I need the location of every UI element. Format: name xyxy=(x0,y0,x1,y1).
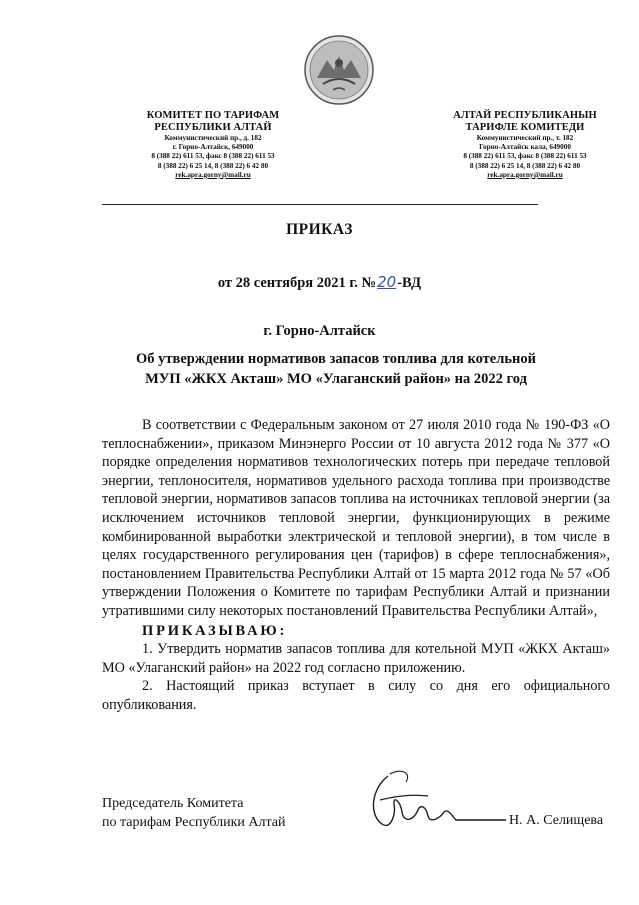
phone-line2: 8 (388 22) 6 25 14, 8 (388 22) 6 42 80 xyxy=(157,161,269,170)
order-date-line xyxy=(0,273,639,292)
header-divider xyxy=(102,204,538,205)
address-line1: Коммунистический пр., д. 182 xyxy=(164,134,262,142)
address-line2: Горно-Алтайск кала, 649000 xyxy=(479,143,571,152)
order-item-1: 1. Утвердить норматив запасов топлива для котельной МУП «ЖКХ Акташ» МО «Улаганский район» на 2022 год согласно приложению. xyxy=(102,641,610,676)
preamble-paragraph: В соответствии с Федеральным законом от 27 июля 2010 года № 190-ФЗ «О теплоснабжении», приказом Минэнерго России от 10 августа 2012 года № 377 «О порядке определения нормативов технологических потерь при передаче тепловой энергии, теплоносителя, нормативов удельного расхода топлива при производстве тепловой энергии, нормативов запасов топлива на источниках тепловой энергии (за исключением источников тепловой энергии, функционирующих в режиме комбинированной выработки электрической и тепловой энергии), в том числе в целях государственного регулирования цен (тарифов) в сфере теплоснабжения», постановлением Правительства Республики Алтай от 15 марта 2012 года № 57 «Об утверждении Положения о Комитете по тарифам Республики Алтай и признании утратившими силу некоторых постановлений Правительства Республики Алтай», xyxy=(102,417,610,619)
republic-altai-emblem-icon xyxy=(303,34,375,106)
email-link[interactable]: rek.apra.gorny@mail.ru xyxy=(487,170,563,179)
org-name-line2: ТАРИФЛЕ КОМИТЕДИ xyxy=(465,122,585,133)
command-word: ПРИКАЗЫВАЮ: xyxy=(142,622,288,639)
org-name-line2: РЕСПУБЛИКИ АЛТАЙ xyxy=(154,122,272,133)
handwritten-signature-icon xyxy=(360,766,510,838)
address-line2: г. Горно-Алтайск, 649000 xyxy=(172,143,254,152)
subject-line1: Об утверждении нормативов запасов топлива для котельной xyxy=(136,351,536,367)
header-left-block xyxy=(108,110,318,180)
city-line: г. Горно-Алтайск xyxy=(263,323,376,339)
order-date-prefix: от 28 сентября 2021 г. № xyxy=(217,275,377,291)
signer-position-line1: Председатель Комитета xyxy=(102,796,244,811)
signer-position-line2: по тарифам Республики Алтай xyxy=(102,815,286,830)
order-item-2: 2. Настоящий приказ вступает в силу со дня его официального опубликования. xyxy=(102,678,610,713)
signer-position xyxy=(102,794,285,832)
header-right-block xyxy=(420,110,630,180)
address-line1: Коммунистический пр., т. 182 xyxy=(476,134,574,142)
phone-line2: 8 (388 22) 6 25 14, 8 (388 22) 6 42 80 xyxy=(469,161,581,170)
document-body xyxy=(102,416,610,715)
signer-name: Н. А. Селищева xyxy=(509,813,604,828)
phone-line1: 8 (388 22) 611 53, факс 8 (388 22) 611 53 xyxy=(463,152,587,161)
phone-line1: 8 (388 22) 611 53, факс 8 (388 22) 611 53 xyxy=(151,152,275,161)
org-name-line1: КОМИТЕТ ПО ТАРИФАМ xyxy=(146,110,280,121)
order-number-suffix: -ВД xyxy=(397,275,422,291)
order-subject xyxy=(100,349,572,389)
order-number: 20 xyxy=(377,273,397,291)
email-link[interactable]: rek.apra.gorny@mail.ru xyxy=(175,170,251,179)
document-title: ПРИКАЗ xyxy=(286,221,353,238)
org-name-line1: АЛТАЙ РЕСПУБЛИКАНЫН xyxy=(453,110,597,121)
subject-line2: МУП «ЖКХ Акташ» МО «Улаганский район» на 2022 год xyxy=(145,371,527,387)
